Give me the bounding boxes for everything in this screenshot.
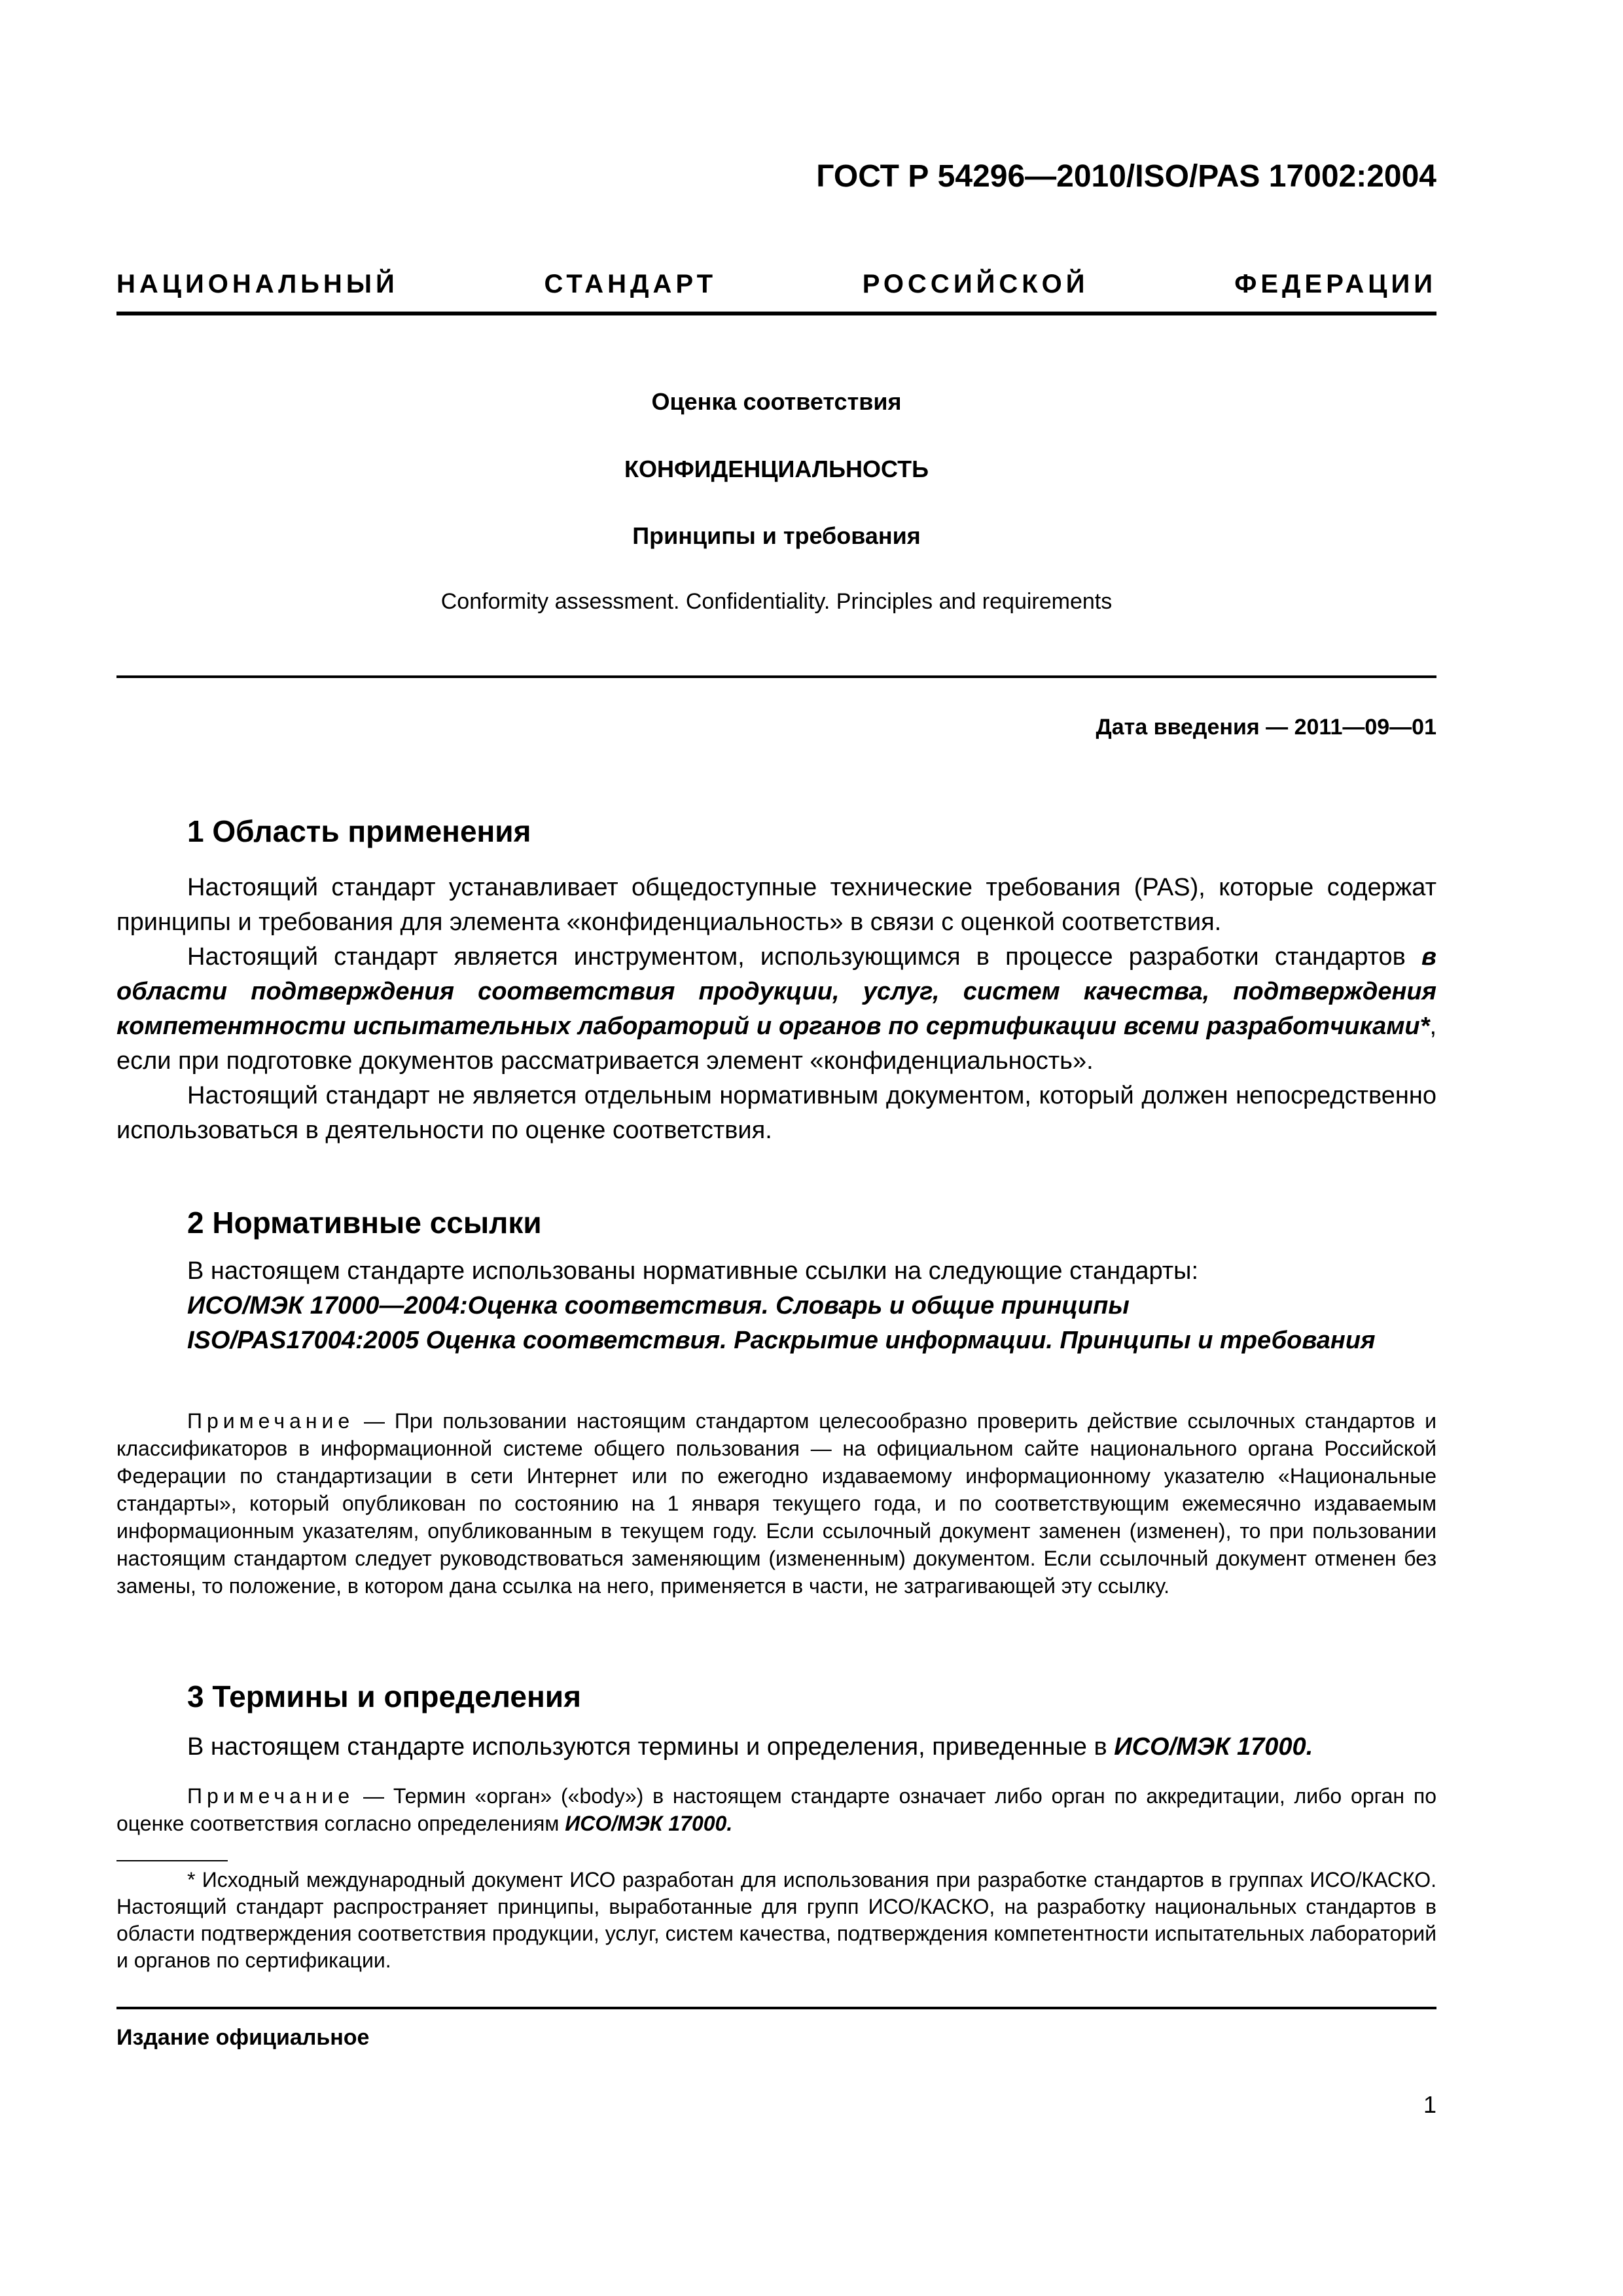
section-3-reference: ИСО/МЭК 17000. — [1114, 1733, 1313, 1761]
normative-reference-2: ISO/PAS17004:2005 Оценка соответствия. Раскрытие информации. Принципы и требования — [187, 1327, 1376, 1354]
official-edition-label: Издание официальное — [116, 2025, 370, 2050]
footnote-text: * Исходный международный документ ИСО разработан для использования при разработке стандартов в группах ИСО/КАСКО. Настоящий стандарт распространяет принципы, выработанные для групп ИСО/КАСКО, на разработку национальных стандартов в области подтверждения соответствия продукции, услуг, систем качества, подтверждения компетентности испытательных лабораторий и органов по сертификации. — [116, 1868, 1436, 1972]
note-label: Примечание — [187, 1784, 355, 1808]
paragraph-2-emphasis: в области подтверждения соответствия продукции, услуг, систем качества, подтверждения компетентности испытательных лабораторий и органов по сертификации всеми разработчиками* — [116, 943, 1436, 1040]
date-of-introduction: Дата введения — 2011—09—01 — [1096, 715, 1436, 740]
normative-reference-1: ИСО/МЭК 17000—2004:Оценка соответствия. Словарь и общие принципы — [187, 1292, 1130, 1319]
title-rule — [116, 675, 1436, 678]
section-2-intro: В настоящем стандарте использованы нормативные ссылки на следующие стандарты: — [187, 1257, 1199, 1285]
paragraph-2-end: , если при подготовке документов рассматривается элемент «конфиденциальность». — [116, 1013, 1436, 1075]
section-2-heading: 2 Нормативные ссылки — [187, 1206, 542, 1240]
footer-rule — [116, 2007, 1436, 2009]
section-1-body — [116, 870, 1436, 1148]
section-3-body — [116, 1730, 1436, 1765]
title-english: Conformity assessment. Confidentiality. Principles and requirements — [440, 589, 1113, 614]
header-rule — [116, 312, 1436, 315]
title-line-3: Принципы и требования — [632, 522, 921, 549]
paragraph-2-start: Настоящий стандарт является инструментом, использующимся в процессе разработки стандартов — [187, 943, 1422, 971]
section-3-heading: 3 Термины и определения — [187, 1679, 581, 1713]
section-1-heading: 1 Область применения — [187, 814, 531, 848]
section-2-note — [116, 1407, 1436, 1600]
title-line-2: КОНФИДЕНЦИАЛЬНОСТЬ — [624, 456, 929, 482]
note-text: — При пользовании настоящим стандартом целесообразно проверить действие ссылочных стандартов и классификаторов в информационной системе общего пользования — на официальном сайте национального органа Российской Федерации по стандартизации в сети Интернет или по ежегодно издаваемому информационному указателю «Национальные стандарты», который опубликован по состоянию на 1 января текущего года, и по соответствующим ежемесячно издаваемым информационным указателям, опубликованным в текущем году. Если ссылочный документ заменен (изменен), то при пользовании настоящим стандартом следует руководствоваться заменяющим (измененным) документом. Если ссылочный документ отменен без замены, то положение, в котором дана ссылка на него, применяется в части, не затрагивающей эту ссылку. — [116, 1409, 1436, 1598]
section-3-paragraph-1 — [116, 1730, 1436, 1765]
national-standard-banner: НАЦИОНАЛЬНЫЙ СТАНДАРТ РОССИЙСКОЙ ФЕДЕРАЦИИ — [116, 270, 1436, 298]
note-label: Примечание — [187, 1409, 355, 1433]
note-reference: ИСО/МЭК 17000. — [565, 1812, 733, 1835]
document-code: ГОСТ Р 54296—2010/ISO/PAS 17002:2004 — [816, 159, 1436, 194]
section-1-paragraph-1: Настоящий стандарт устанавливает общедоступные технические требования (PAS), которые содержат принципы и требования для элемента «конфиденциальность» в связи с оценкой соответствия. — [116, 874, 1436, 936]
section-3-paragraph-text: В настоящем стандарте используются термины и определения, приведенные в — [187, 1733, 1115, 1761]
section-2-body — [116, 1254, 1436, 1358]
title-line-1: Оценка соответствия — [651, 388, 902, 415]
page-number: 1 — [1423, 2091, 1436, 2118]
document-page — [116, 0, 1436, 2296]
footnote-rule — [116, 1860, 228, 1861]
section-1-paragraph-2 — [116, 940, 1436, 1079]
section-1-paragraph-3: Настоящий стандарт не является отдельным нормативным документом, который должен непосредственно использоваться в деятельности по оценке соответствия. — [116, 1082, 1436, 1144]
footnote — [116, 1867, 1436, 1974]
note-text: — Термин «орган» («body») в настоящем стандарте означает либо орган по аккредитации, либо орган по оценке соответствия согласно определениям — [116, 1784, 1436, 1835]
section-3-note — [116, 1782, 1436, 1837]
